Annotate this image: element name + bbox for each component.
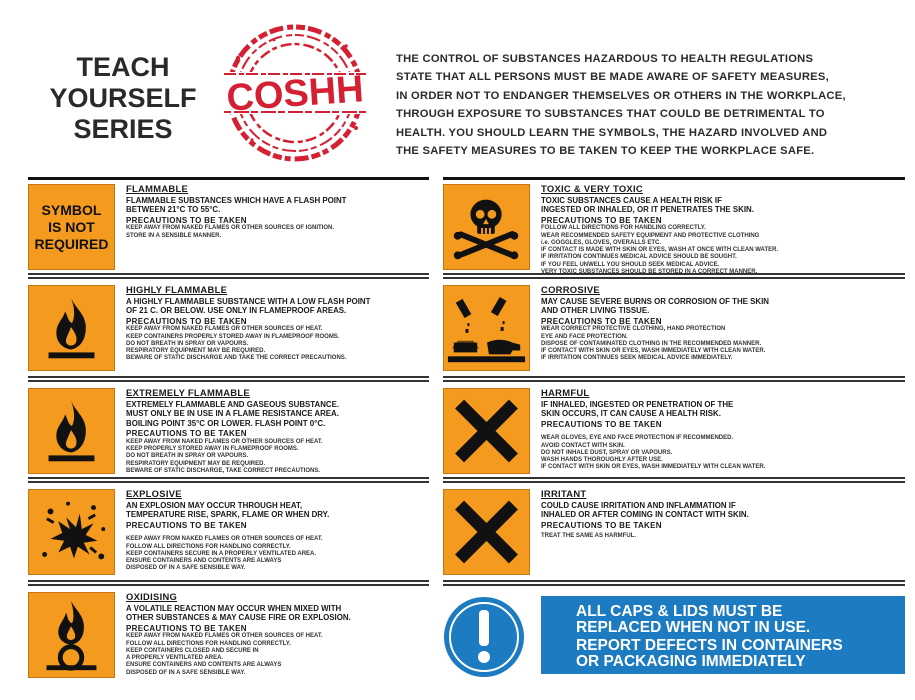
irritant-cross-icon [443, 489, 530, 575]
precaution-line: IF YOU FEEL UNWELL YOU SHOULD SEEK MEDICAL ADVICE. [541, 261, 720, 268]
hazard-heading: TOXIC & VERY TOXIC [541, 183, 643, 194]
divider [28, 273, 429, 275]
oxidising-icon [28, 592, 115, 678]
precaution-line: A PROPERLY VENTILATED AREA. [126, 655, 224, 662]
hazard-heading: HIGHLY FLAMMABLE [126, 284, 228, 295]
divider [28, 380, 429, 382]
intro-line: THE SAFETY MEASURES TO BE TAKEN TO KEEP THE WORKPLACE SAFE. [396, 145, 815, 158]
symbol-text-line: IS NOT [48, 218, 95, 235]
hazard-desc: A HIGHLY FLAMMABLE SUBSTANCE WITH A LOW FLASH POINT [126, 296, 371, 306]
hazard-heading: HARMFUL [541, 387, 590, 398]
divider [443, 376, 905, 378]
hazard-desc: A VOLATILE REACTION MAY OCCUR WHEN MIXED WITH [126, 603, 342, 613]
hazard-heading: EXPLOSIVE [126, 488, 182, 499]
title-line: TEACH [76, 52, 170, 82]
intro-line: IN ORDER NOT TO ENDANGER THEMSELVES OR OTHERS IN THE WORKPLACE, [396, 89, 846, 102]
hazard-desc: FLAMMABLE SUBSTANCES WHICH HAVE A FLASH POINT [126, 195, 347, 205]
hazard-heading: IRRITANT [541, 488, 587, 499]
divider [28, 580, 429, 582]
precaution-line: KEEP AWAY FROM NAKED FLAMES OR OTHER SOURCES OF HEAT. [126, 536, 323, 543]
explosion-icon [28, 489, 115, 575]
precaution-line: KEEP AWAY FROM NAKED FLAMES OR OTHER SOURCES OF HEAT. [126, 438, 323, 445]
exclamation-mandatory-icon [443, 596, 525, 678]
precaution-line: FOLLOW ALL DIRECTIONS FOR HANDLING CORRECTLY. [541, 225, 706, 232]
hazard-entry-highly-flammable [126, 285, 426, 363]
precaution-line: IF CONTACT IS MADE WITH SKIN OR EYES, WASH AT ONCE WITH CLEAN WATER. [541, 247, 779, 254]
divider [443, 177, 905, 180]
precautions-label: PRECAUTIONS TO BE TAKEN [541, 316, 662, 326]
divider [28, 277, 429, 279]
flame-icon [28, 388, 115, 474]
symbol-text-line: REQUIRED [34, 235, 109, 252]
precautions-label: PRECAUTIONS TO BE TAKEN [126, 215, 247, 225]
caps-lids-notice [541, 596, 905, 674]
precaution-line: KEEP CONTAINERS CLOSED AND SECURE IN [126, 647, 259, 654]
divider [28, 477, 429, 479]
title-line: SERIES [73, 114, 173, 144]
hazard-desc: IF INHALED, INGESTED OR PENETRATION OF THE [541, 399, 734, 409]
precaution-line: KEEP CONTAINERS SECURE IN A PROPERLY VENTILATED AREA. [126, 550, 317, 557]
precaution-line: WEAR GLOVES, EYE AND FACE PROTECTION IF RECOMMENDED. [541, 435, 734, 442]
precaution-line: VERY TOXIC SUBSTANCES SHOULD BE STORED IN A CORRECT MANNER. [541, 269, 758, 276]
divider [443, 277, 905, 279]
precaution-line: DISPOSE OF CONTAMINATED CLOTHING IN THE RECOMMENDED MANNER. [541, 340, 762, 347]
hazard-heading: OXIDISING [126, 591, 178, 602]
hazard-heading: FLAMMABLE [126, 183, 189, 194]
corrosive-icon [443, 285, 530, 371]
hazard-entry-corrosive [541, 285, 905, 363]
hazard-entry-extremely-flammable [126, 388, 426, 475]
divider [28, 584, 429, 586]
precautions-label: PRECAUTIONS TO BE TAKEN [126, 429, 247, 439]
hazard-desc: COULD CAUSE IRRITATION AND INFLAMMATION IF [541, 500, 736, 510]
hazard-desc: MAY CAUSE SEVERE BURNS OR CORROSION OF THE SKIN [541, 296, 769, 306]
symbol-text-line: SYMBOL [41, 201, 102, 218]
divider [443, 584, 905, 586]
intro-line: STATE THAT ALL PERSONS MUST BE MADE AWARE OF SAFETY MEASURES, [396, 71, 829, 84]
precaution-line: RESPIRATORY EQUIPMENT MAY BE REQUIRED. [126, 348, 266, 355]
precaution-line: KEEP AWAY FROM NAKED FLAMES OR OTHER SOURCES OF HEAT. [126, 326, 323, 333]
precautions-label: PRECAUTIONS TO BE TAKEN [126, 316, 247, 326]
precaution-line: STORE IN A SENSIBLE MANNER. [126, 232, 222, 239]
precaution-line: KEEP PROPERLY STORED AWAY IN FLAMEPROOF ROOMS. [126, 446, 299, 453]
divider [28, 481, 429, 483]
notice-line: REPORT DEFECTS IN CONTAINERS [576, 637, 843, 654]
divider [443, 580, 905, 582]
precaution-line: WEAR RECOMMENDED SAFETY EQUIPMENT AND PROTECTIVE CLOTHING [541, 232, 760, 239]
notice-line: OR PACKAGING IMMEDIATELY [576, 653, 806, 670]
intro-line: THROUGH EXPOSURE TO SUBSTANCES THAT COULD BE DETRIMENTAL TO [396, 108, 825, 121]
precaution-line: TREAT THE SAME AS HARMFUL. [541, 533, 636, 540]
hazard-desc: BETWEEN 21°C TO 55°C. [126, 205, 221, 215]
precaution-line: DO NOT BREATH IN SPRAY OR VAPOURS. [126, 340, 249, 347]
precaution-line: IF IRRITATION CONTINUES MEDICAL ADVICE SHOULD BE SOUGHT. [541, 254, 737, 261]
hazard-desc: TOXIC SUBSTANCES CAUSE A HEALTH RISK IF [541, 195, 722, 205]
intro-text [396, 50, 896, 160]
divider [28, 177, 429, 180]
precaution-line: DO NOT INHALE DUST, SPRAY OR VAPOURS. [541, 449, 673, 456]
precaution-line: IF CONTACT WITH SKIN OR EYES, WASH IMMEDIATELY WITH CLEAN WATER. [541, 348, 766, 355]
precaution-line: FOLLOW ALL DIRECTIONS FOR HANDLING CORRECTLY. [126, 543, 291, 550]
coshh-stamp [216, 18, 374, 168]
precaution-line: ENSURE CONTAINERS AND CONTENTS ARE ALWAYS [126, 662, 282, 669]
precaution-line: AVOID CONTACT WITH SKIN. [541, 442, 625, 449]
hazard-desc: OF 21 C. OR BELOW. USE ONLY IN FLAMEPROOF AREAS. [126, 306, 347, 316]
precaution-line: DISPOSED OF IN A SAFE SENSIBLE WAY. [126, 669, 246, 676]
poster-title [28, 52, 218, 145]
intro-line: HEALTH. YOU SHOULD LEARN THE SYMBOLS, THE HAZARD INVOLVED AND [396, 126, 828, 139]
precaution-line: DISPOSED OF IN A SAFE SENSIBLE WAY. [126, 565, 246, 572]
hazard-entry-flammable [126, 184, 426, 240]
skull-crossbones-icon [443, 184, 530, 270]
precaution-line: BEWARE OF STATIC DISCHARGE AND TAKE THE CORRECT PRECAUTIONS. [126, 355, 347, 362]
hazard-desc: BOILING POINT 35°C OR LOWER. FLASH POINT 0°C. [126, 418, 326, 428]
hazard-entry-explosive [126, 489, 426, 573]
precaution-line: BEWARE OF STATIC DISCHARGE, TAKE CORRECT PRECAUTIONS. [126, 468, 321, 475]
precautions-label: PRECAUTIONS TO BE TAKEN [541, 419, 662, 429]
hazard-entry-toxic [541, 184, 905, 276]
precautions-label: PRECAUTIONS TO BE TAKEN [126, 520, 247, 530]
precautions-label: PRECAUTIONS TO BE TAKEN [541, 215, 662, 225]
precaution-line: WASH HANDS THOROUGHLY AFTER USE. [541, 457, 663, 464]
precaution-line: WEAR CORRECT PROTECTIVE CLOTHING, HAND PROTECTION [541, 326, 726, 333]
precaution-line: ENSURE CONTAINERS AND CONTENTS ARE ALWAYS [126, 558, 282, 565]
hazard-desc: TEMPERATURE RISE, SPARK, FLAME OR WHEN DRY. [126, 510, 330, 520]
precaution-line: i.e. GOGGLES, GLOVES, OVERALLS ETC. [541, 239, 662, 246]
precaution-line: EYE AND FACE PROTECTION. [541, 333, 628, 340]
precaution-line: IF IRRITATION CONTINUES SEEK MEDICAL ADVICE IMMEDIATELY. [541, 355, 733, 362]
precautions-label: PRECAUTIONS TO BE TAKEN [541, 520, 662, 530]
divider [28, 376, 429, 378]
divider [443, 481, 905, 483]
notice-line: REPLACED WHEN NOT IN USE. [576, 619, 811, 636]
notice-line: ALL CAPS & LIDS MUST BE [576, 603, 783, 620]
hazard-desc: AN EXPLOSION MAY OCCUR THROUGH HEAT, [126, 500, 303, 510]
precaution-line: KEEP AWAY FROM NAKED FLAMES OR OTHER SOURCES OF IGNITION. [126, 225, 335, 232]
hazard-desc: INHALED OR AFTER COMING IN CONTACT WITH SKIN. [541, 510, 749, 520]
harmful-cross-icon [443, 388, 530, 474]
hazard-desc: INGESTED OR INHALED, OR IT PENETRATES THE SKIN. [541, 205, 754, 215]
divider [443, 380, 905, 382]
title-line: YOURSELF [49, 83, 197, 113]
hazard-desc: OTHER SUBSTANCES & MAY CAUSE FIRE OR EXPLOSION. [126, 613, 351, 623]
hazard-desc: SKIN OCCURS, IT CAN CAUSE A HEALTH RISK. [541, 409, 721, 419]
hazard-entry-irritant [541, 489, 905, 541]
hazard-heading: CORROSIVE [541, 284, 600, 295]
precaution-line: DO NOT BREATH IN SPRAY OR VAPOURS. [126, 453, 249, 460]
precautions-label: PRECAUTIONS TO BE TAKEN [126, 623, 247, 633]
precaution-line: IF CONTACT WITH SKIN OR EYES, WASH IMMEDIATELY WITH CLEAN WATER. [541, 464, 766, 471]
divider [443, 477, 905, 479]
stamp-graphic [216, 18, 374, 168]
precaution-line: FOLLOW ALL DIRECTIONS FOR HANDLING CORRECTLY. [126, 640, 291, 647]
hazard-desc: AND OTHER LIVING TISSUE. [541, 306, 650, 316]
intro-line: THE CONTROL OF SUBSTANCES HAZARDOUS TO HEALTH REGULATIONS [396, 53, 814, 65]
precaution-line: KEEP AWAY FROM NAKED FLAMES OR OTHER SOURCES OF HEAT. [126, 633, 323, 640]
symbol-not-required-text [29, 185, 114, 269]
hazard-entry-harmful [541, 388, 905, 472]
precaution-line: RESPIRATORY EQUIPMENT MAY BE REQUIRED. [126, 460, 266, 467]
precaution-line: KEEP CONTAINERS PROPERLY STORED AWAY IN FLAMEPROOF ROOMS. [126, 333, 340, 340]
hazard-entry-oxidising [126, 592, 426, 677]
stamp-text: COSHH [225, 68, 365, 120]
flame-icon [28, 285, 115, 371]
symbol-not-required-panel [28, 184, 115, 270]
hazard-heading: EXTREMELY FLAMMABLE [126, 387, 250, 398]
hazard-desc: EXTREMELY FLAMMABLE AND GASEOUS SUBSTANCE. [126, 399, 340, 409]
hazard-desc: MUST ONLY BE IN USE IN A FLAME RESISTANCE AREA. [126, 409, 339, 419]
